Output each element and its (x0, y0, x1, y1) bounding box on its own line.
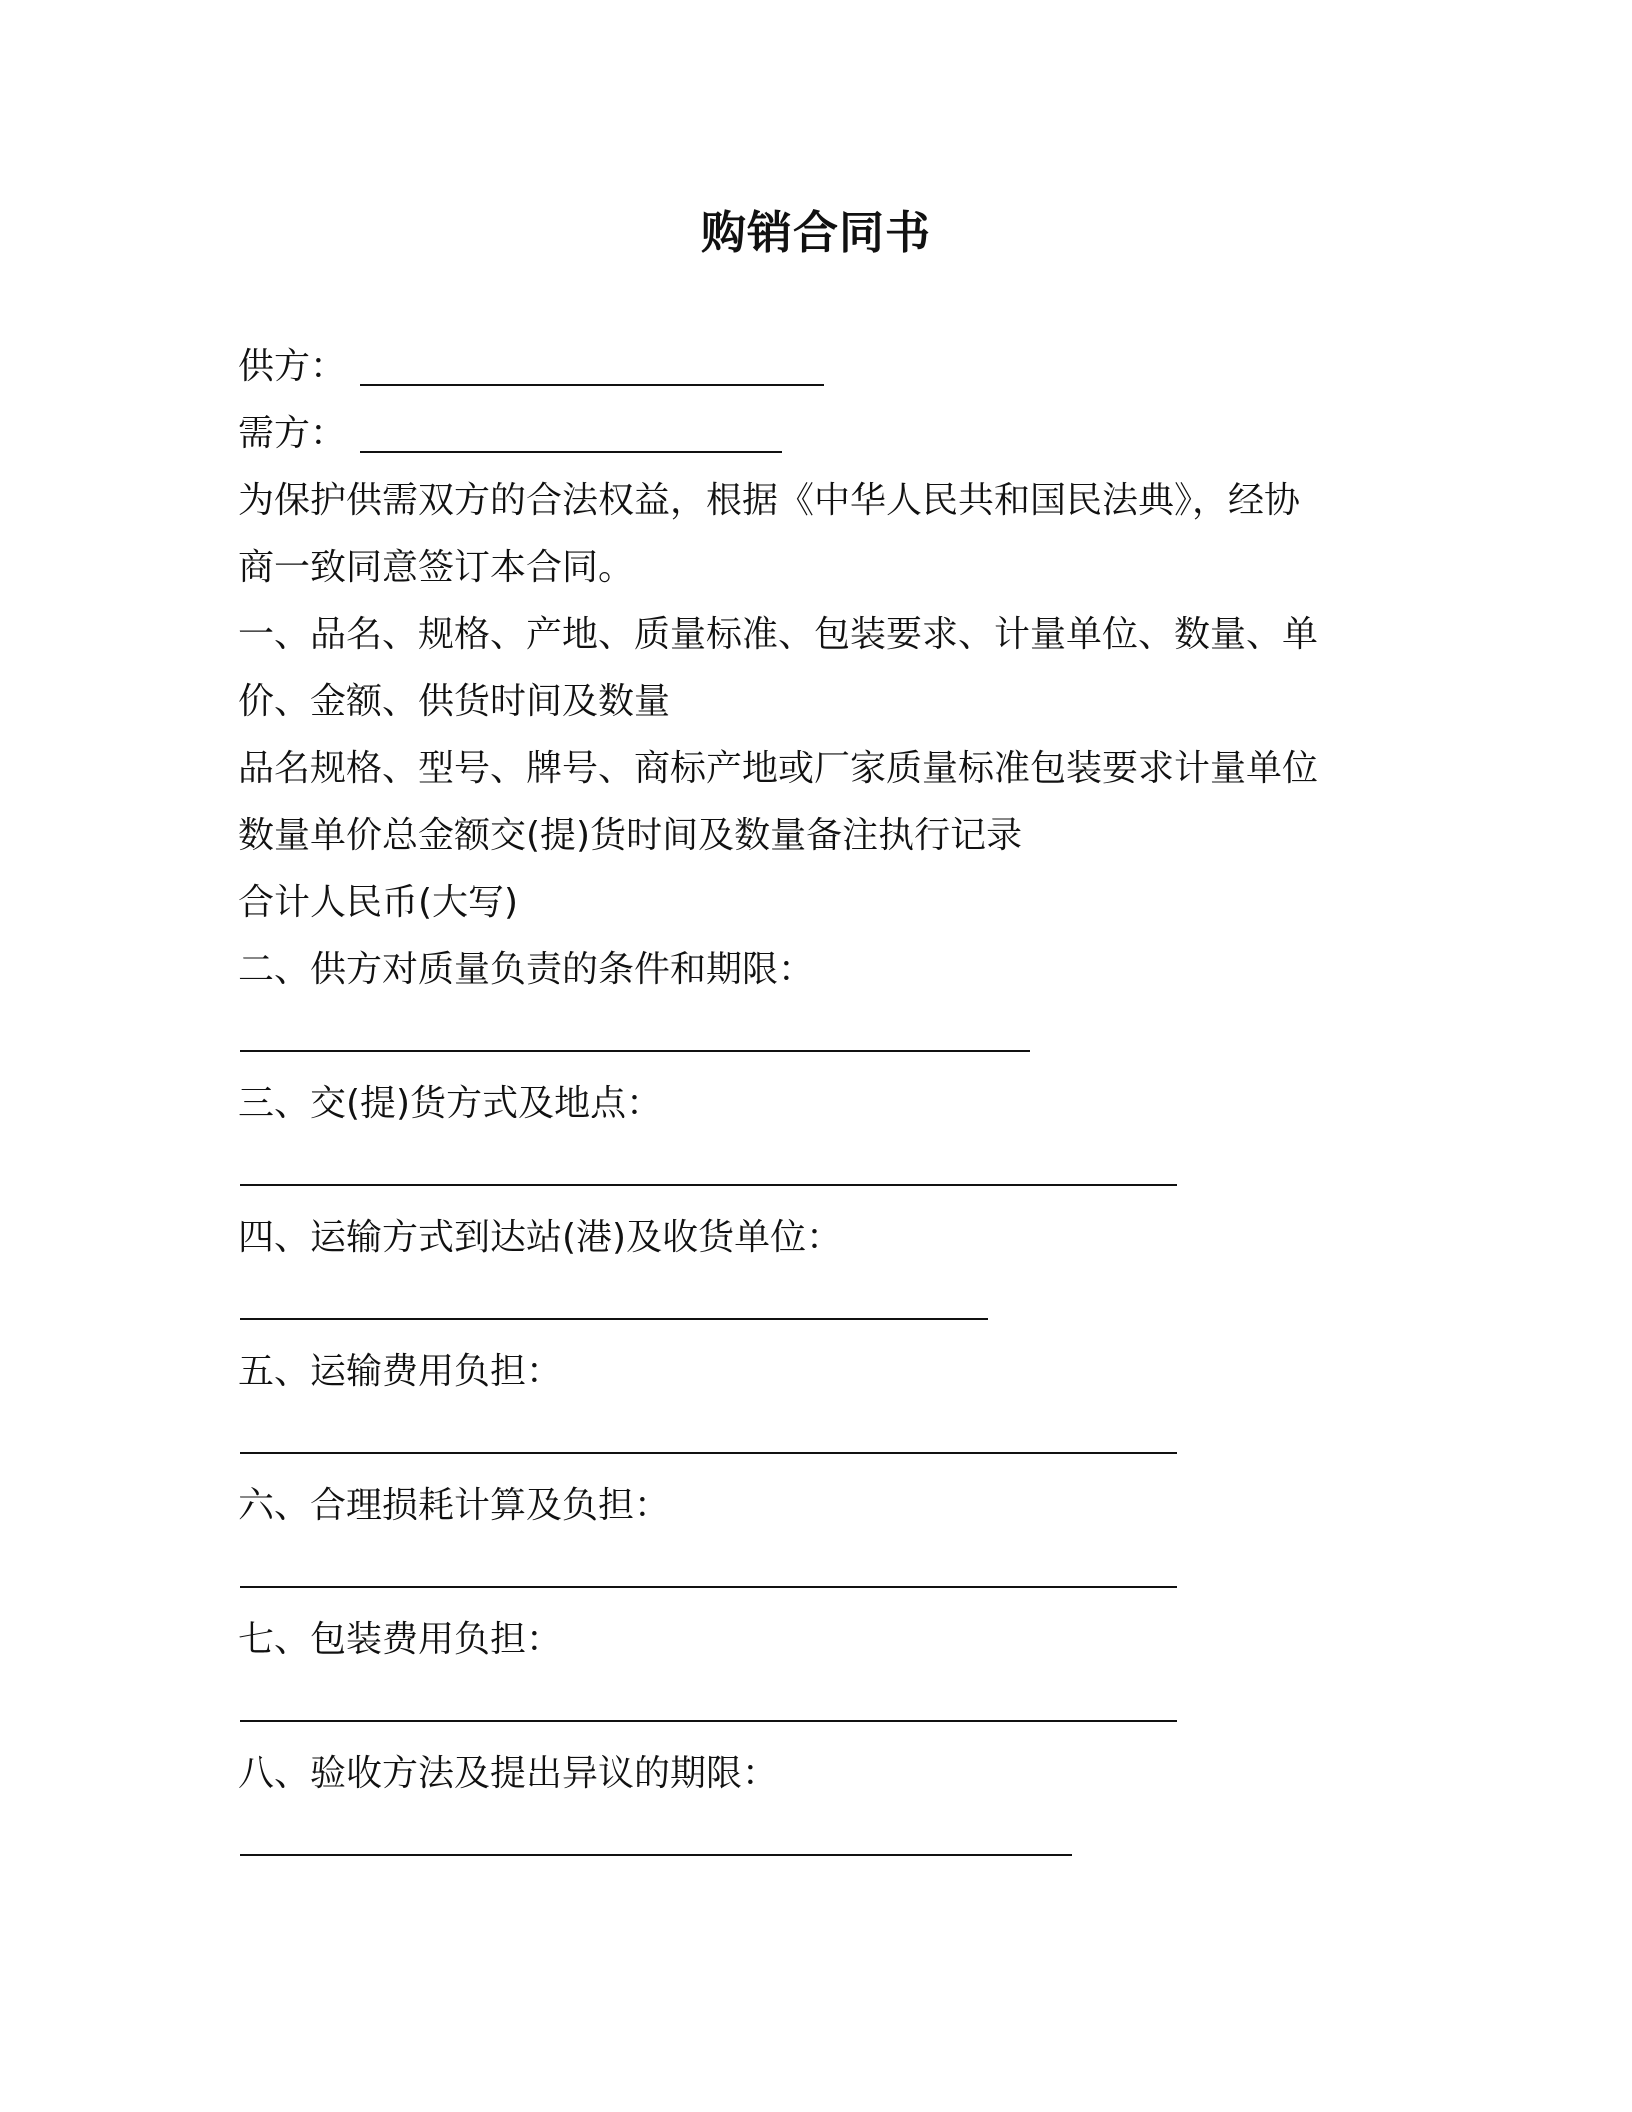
table-header-line-1: 品名规格、型号、牌号、商标产地或厂家质量标准包装要求计量单位 (238, 748, 1319, 789)
section3-blank-row (238, 1137, 1368, 1204)
section7-blank[interactable] (240, 1720, 1177, 1722)
intro-line-2: 商一致同意签订本合同。 (238, 547, 635, 588)
buyer-line (238, 400, 1368, 467)
section7-heading: 七、包装费用负担： (238, 1619, 563, 1660)
supplier-line (238, 333, 1368, 400)
section1-line-2: 价、金额、供货时间及数量 (238, 681, 671, 722)
intro-line-1: 为保护供需双方的合法权益，根据《中华人民共和国民法典》，经协 (238, 480, 1301, 521)
section5-blank-row (238, 1405, 1368, 1472)
section8-heading: 八、验收方法及提出异议的期限： (238, 1753, 779, 1794)
section7-blank-row (238, 1673, 1368, 1740)
section4-blank-row (238, 1271, 1368, 1338)
table-header-line-2: 数量单价总金额交(提)货时间及数量备注执行记录 (238, 815, 1023, 856)
section6-heading: 六、合理损耗计算及负担： (238, 1485, 671, 1526)
supplier-blank[interactable] (360, 358, 824, 386)
total-rmb-line: 合计人民币(大写) (238, 882, 519, 923)
section1-line-1: 一、品名、规格、产地、质量标准、包装要求、计量单位、数量、单 (238, 614, 1319, 655)
section5-heading: 五、运输费用负担： (238, 1351, 563, 1392)
supplier-label: 供方： (238, 346, 347, 387)
section3-heading: 三、交(提)货方式及地点： (238, 1083, 663, 1124)
section8-blank-row (238, 1807, 1368, 1874)
section4-heading: 四、运输方式到达站(港)及收货单位： (238, 1217, 843, 1258)
section2-heading: 二、供方对质量负责的条件和期限： (238, 949, 815, 990)
section3-blank[interactable] (240, 1184, 1177, 1186)
section4-blank[interactable] (240, 1318, 988, 1320)
section8-blank[interactable] (240, 1854, 1072, 1856)
contract-body (238, 333, 1368, 1874)
buyer-label: 需方： (238, 413, 347, 454)
section6-blank-row (238, 1539, 1368, 1606)
section6-blank[interactable] (240, 1586, 1177, 1588)
section2-blank[interactable] (240, 1050, 1030, 1052)
section2-blank-row (238, 1003, 1368, 1070)
section5-blank[interactable] (240, 1452, 1177, 1454)
document-title: 购销合同书 (700, 206, 931, 259)
buyer-blank[interactable] (360, 425, 782, 453)
